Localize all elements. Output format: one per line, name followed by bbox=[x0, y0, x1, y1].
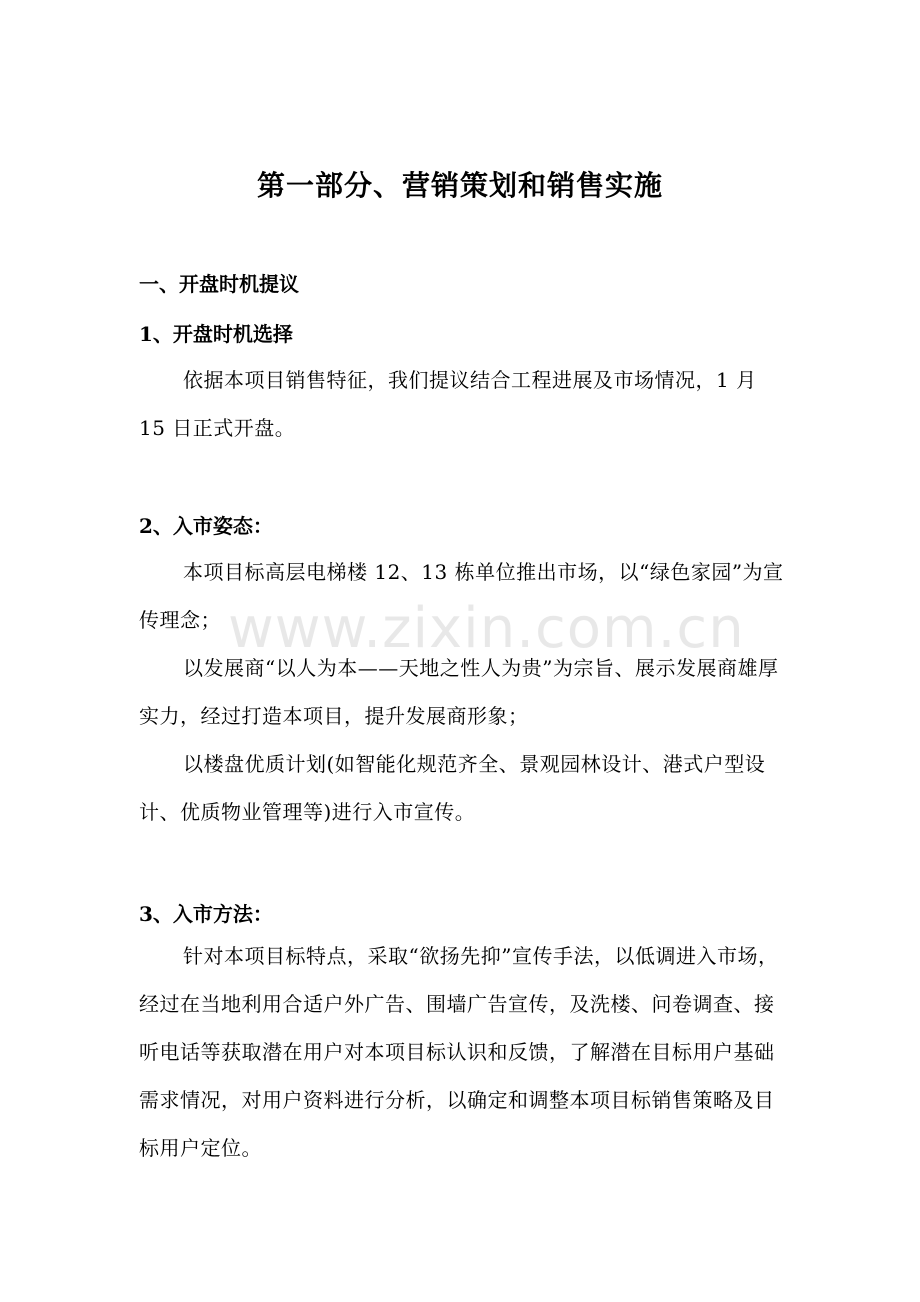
watermark: www.zixin.com.cn bbox=[228, 596, 745, 661]
subsection-heading-posture: 2、入市姿态： bbox=[139, 514, 273, 538]
section-heading: 一、开盘时机提议 bbox=[139, 272, 299, 296]
subsection-heading-method: 3、入市方法： bbox=[139, 902, 273, 926]
document-title: 第一部分、营销策划和销售实施 bbox=[256, 169, 663, 202]
paragraph-timing: 依据本项目销售特征，我们提议结合工程进展及市场情况，1 月 15 日正式开盘。 bbox=[139, 368, 757, 440]
paragraph-posture-1: 本项目标高层电梯楼 12、13 栋单位推出市场，以“绿色家园”为宣传理念； bbox=[139, 560, 784, 632]
subsection-heading-timing: 1、开盘时机选择 bbox=[139, 322, 293, 346]
paragraph-posture-2: 以发展商“以人为本——天地之性人为贵”为宗旨、展示发展商雄厚实力，经过打造本项目，提升发展商形象； bbox=[139, 656, 779, 728]
paragraph-method: 针对本项目标特点，采取“欲扬先抑”宣传手法，以低调进入市场，经过在当地利用合适户外广告、围墙广告宣传，及洗楼、问卷调查、接听电话等获取潜在用户对本项目标认识和反馈，了解潜在目标用户基础需求情况，对用户资料进行分析，以确定和调整本项目标销售策略及目标用户定位。 bbox=[139, 944, 779, 1160]
paragraph-posture-3: 以楼盘优质计划(如智能化规范齐全、景观园林设计、港式户型设计、优质物业管理等)进行入市宣传。 bbox=[139, 752, 766, 824]
